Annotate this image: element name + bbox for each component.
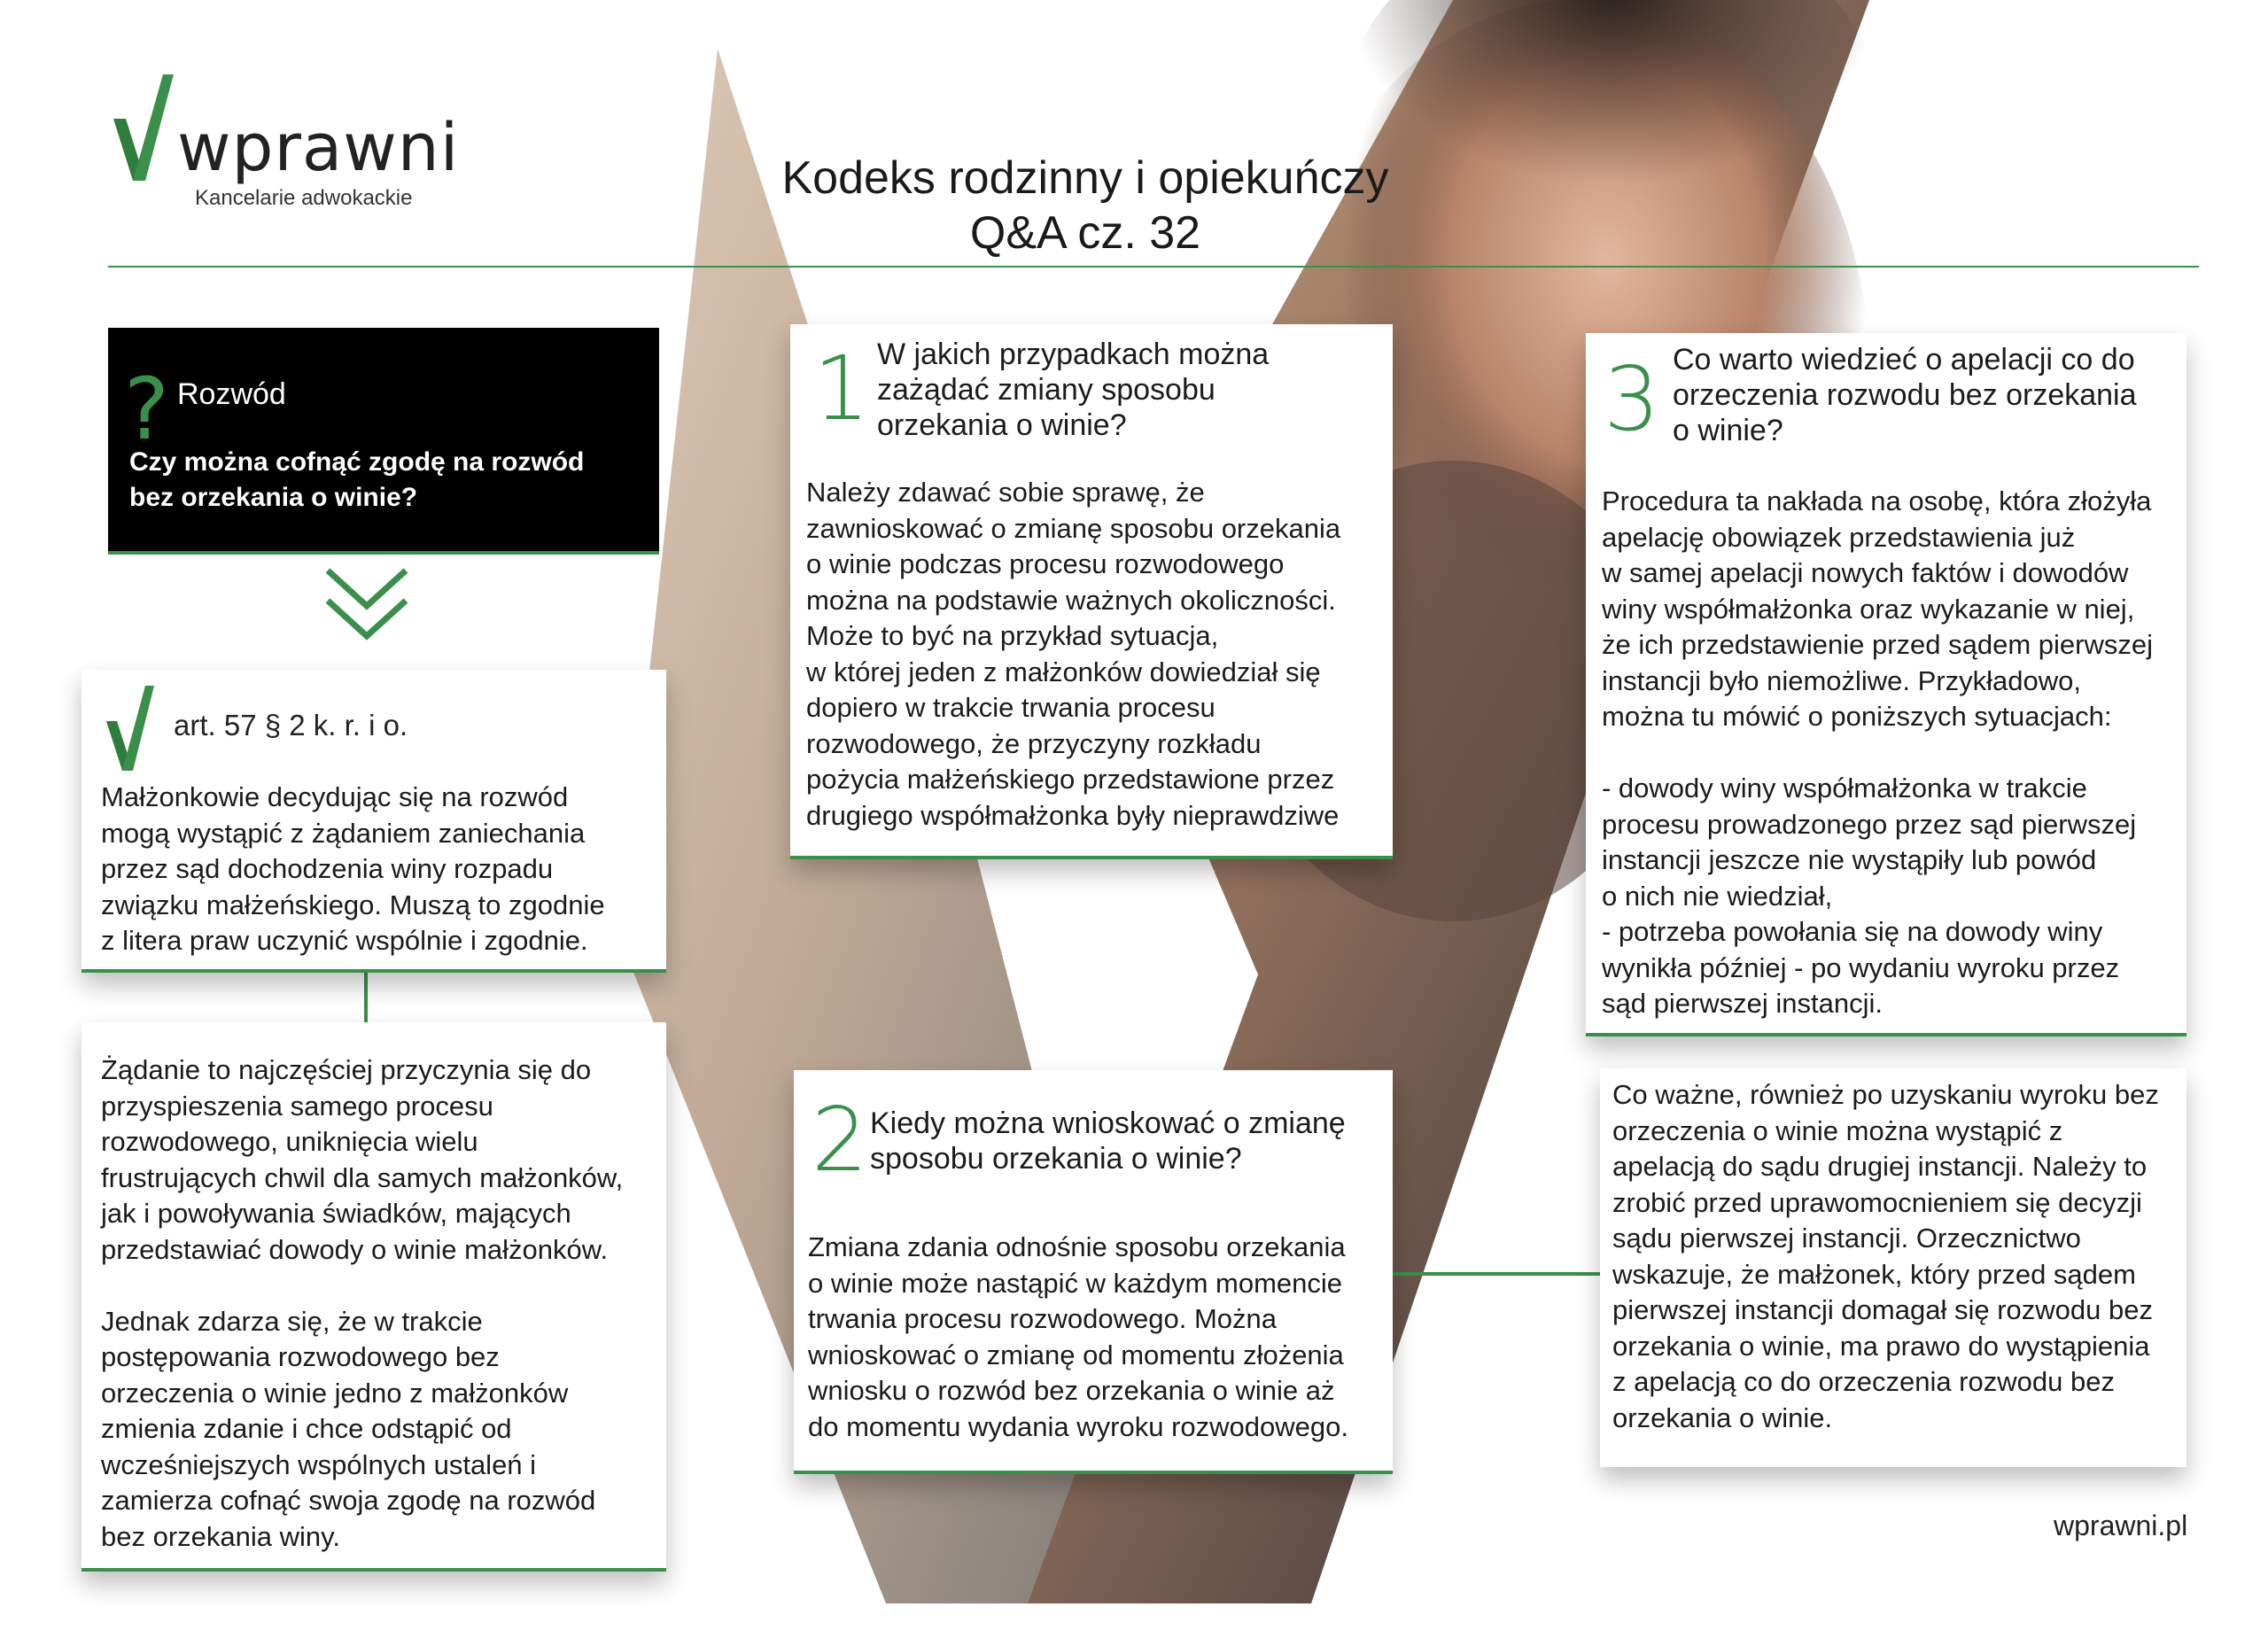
question-heading: W jakich przypadkach można zażądać zmiany sposobu orzekania o winie? [877, 338, 1270, 442]
question-heading: Co warto wiedzieć o apelacji co do orzeczenia rozwodu bez orzekania o winie? [1673, 343, 2137, 447]
note-card [1600, 1068, 2186, 1467]
article-text: Małżonkowie decydując się na rozwód mogą wystąpić z żądaniem zaniechania przez sąd dochodzenia winy rozpadu związku małżeńskiego. Muszą to zgodnie z litera praw uczynić wspólnie i zgodnie. [101, 781, 605, 956]
article-card [82, 670, 666, 973]
checkmark-logo-icon [113, 74, 175, 181]
article-heading: art. 57 § 2 k. r. i o. [174, 709, 408, 741]
question-card-1 [790, 324, 1393, 859]
question-answer: Procedura ta nakłada na osobę, która złożyła apelację obowiązek przedstawienia już w samej apelacji nowych faktów i dowodów winy współmałżonka oraz wykazanie w niej, że ich przedstawienie przed sądem pierwszej instancji było niemożliwe. Przykładowo, można tu mówić o poniższych sytuacjach: - dowody winy współmałżonka w trakcie procesu prowadzonego przez sąd pierwszej instancji jeszcze nie wystąpiły lub powód o nich nie wiedział, - potrzeba powołania się na dowody winy wynikła później - po wydaniu wyroku przez sąd pierwszej instancji. [1602, 485, 2154, 1019]
double-chevron-down-icon [324, 565, 409, 645]
question-card-2 [794, 1070, 1393, 1474]
explanation-card [82, 1022, 666, 1572]
title-line-2: Q&A cz. 32 [969, 207, 1201, 259]
intro-card [108, 328, 659, 555]
question-mark-icon: ? [124, 360, 169, 459]
brand-logo [113, 74, 460, 216]
footer-url[interactable]: wprawni.pl [2054, 1510, 2188, 1541]
checkmark-icon [106, 686, 156, 771]
note-text: Co ważne, również po uzyskaniu wyroku bez orzeczenia o winie można wystąpić z apelacją do sądu drugiej instancji. Należy to zrobić przed uprawomocnieniem się decyzji sądu pierwszej instancji. Orzecznictwo wskazuje, że małżonek, który przed sądem pierwszej instancji domagał się rozwodu bez orzekania o winie, ma prawo do wystąpienia z apelacją co do orzeczenia rozwodu bez orzekania o winie. [1612, 1079, 2159, 1433]
logo-subtitle: Kancelarie adwokackie [195, 186, 413, 210]
question-number: 2 [812, 1088, 868, 1192]
connector-line [364, 973, 368, 1022]
connector-line [1393, 1272, 1602, 1276]
question-heading: Kiedy można wnioskować o zmianę sposobu orzekania o winie? [870, 1106, 1346, 1176]
question-answer: Należy zdawać sobie sprawę, że zawnioskować o zmianę sposobu orzekania o winie podczas procesu rozwodowego można na podstawie ważnych okoliczności. Może to być na przykład sytuacja, w której jeden z małżonków dowiedział się dopiero w trakcie trwania procesu rozwodowego, że przyczyny rozkładu pożycia małżeńskiego przedstawione przez drugiego współmałżonka były nieprawdziwe [806, 477, 1341, 831]
intro-label: Rozwód [177, 377, 286, 411]
header-divider [108, 266, 2199, 268]
explanation-text: Żądanie to najczęściej przyczynia się do przyspieszenia samego procesu rozwodowego, uniknięcia wielu frustrujących chwil dla samych małżonków, jak i powoływania świadków, mających przedstawiać dowody o winie małżonków. Jednak zdarza się, że w trakcie postępowania rozwodowego bez orzeczenia o winie jedno z małżonków zmienia zdanie i chce odstąpić od wcześniejszych wspólnych ustaleń i zamierza cofnąć swoja zgodę na rozwód bez orzekania winy. [101, 1054, 624, 1552]
intro-question: Czy można cofnąć zgodę na rozwód bez orzekania o winie? [129, 447, 585, 512]
question-number: 1 [813, 337, 870, 440]
question-card-3 [1586, 333, 2186, 1036]
page-title [673, 151, 1497, 260]
logo-wordmark: wprawni [177, 110, 460, 186]
question-number: 3 [1604, 347, 1660, 451]
title-line-1: Kodeks rodzinny i opiekuńczy [781, 152, 1389, 204]
question-answer: Zmiana zdania odnośnie sposobu orzekania o winie może nastąpić w każdym momencie trwania procesu rozwodowego. Można wnioskować o zmianę od momentu złożenia wniosku o rozwód bez orzekania o winie aż do momentu wydania wyroku rozwodowego. [808, 1231, 1348, 1442]
